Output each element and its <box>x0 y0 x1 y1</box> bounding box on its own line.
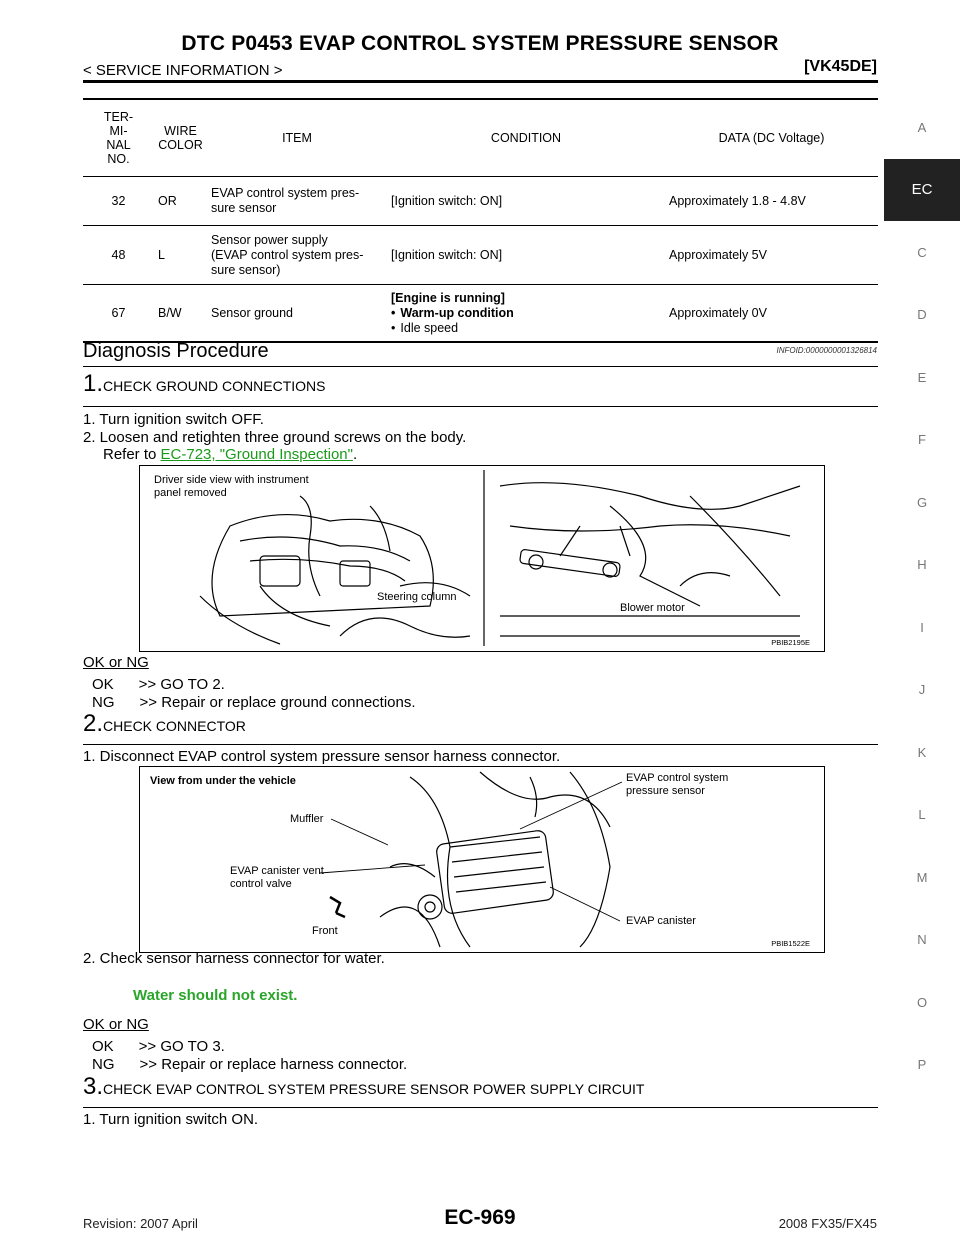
ok-result: OK >> GO TO 3. <box>92 1038 225 1055</box>
step-number: 3. <box>83 1073 104 1100</box>
cell-item: Sensor ground <box>207 285 387 343</box>
cell-condition-bullet: • Idle speed <box>391 321 661 336</box>
cell-condition: [Ignition switch: ON] <box>387 226 665 285</box>
side-tab-e[interactable]: E <box>917 369 927 385</box>
ng-result: NG >> Repair or replace harness connector. <box>92 1056 408 1073</box>
page-title: DTC P0453 EVAP CONTROL SYSTEM PRESSURE SENSOR <box>181 32 779 55</box>
figure-view-label: View from under the vehicle <box>150 775 296 787</box>
ng-result: NG >> Repair or replace ground connections. <box>92 694 416 711</box>
step-rule <box>83 1107 878 1108</box>
reference-prefix: Refer to <box>103 446 161 463</box>
cell-item <box>207 177 387 226</box>
evap-sensor-figure <box>139 766 825 953</box>
footer-model: 2008 FX35/FX45 <box>778 1216 877 1231</box>
cell-item <box>207 226 387 285</box>
cell-item-line: EVAP control system pres- <box>211 186 360 200</box>
spec-statement: Water should not exist. <box>133 987 298 1004</box>
section-rule <box>83 366 878 367</box>
step-1-reference <box>103 446 357 463</box>
label-blower-motor: Blower motor <box>620 602 685 614</box>
side-tab-h[interactable]: H <box>917 557 927 573</box>
cell-data: Approximately 0V <box>665 285 878 343</box>
cell-item-line: sure sensor) <box>211 262 281 277</box>
label-steering-column: Steering column <box>377 591 457 603</box>
header-terminal-line: MI- <box>109 124 128 138</box>
footer-page-number: EC-969 <box>444 1206 516 1229</box>
label-vent-valve <box>230 865 324 891</box>
header-item: ITEM <box>207 99 387 177</box>
side-tab-l[interactable]: L <box>918 807 926 823</box>
header-rule <box>83 80 878 83</box>
header-wire-line: WIRE <box>164 124 197 138</box>
cell-item-line: (EVAP control system pres- <box>211 247 364 262</box>
header-terminal <box>83 99 154 177</box>
step-title: CHECK GROUND CONNECTIONS <box>103 378 326 394</box>
cell-condition <box>387 285 665 343</box>
side-tab-m[interactable]: M <box>916 869 928 885</box>
cell-item-line: sure sensor <box>211 201 277 215</box>
step-1-instruction: 1. Turn ignition switch OFF. <box>83 411 264 428</box>
header-terminal-line: TER- <box>103 110 134 124</box>
side-index-tabs <box>884 96 960 1096</box>
footer-revision: Revision: 2007 April <box>83 1216 198 1231</box>
label-sensor-line: EVAP control system <box>626 772 729 784</box>
side-tab-c[interactable]: C <box>917 244 927 260</box>
cell-terminal: 67 <box>83 285 154 343</box>
ok-or-ng-label: OK or NG <box>83 1016 149 1033</box>
figure-caption-line: panel removed <box>154 487 227 499</box>
step-number: 1. <box>83 370 104 397</box>
cell-wire-color: L <box>154 226 207 285</box>
header-terminal-line: NO. <box>107 152 130 166</box>
header-wire-line: COLOR <box>158 138 203 152</box>
side-tab-k[interactable]: K <box>917 744 927 760</box>
side-tab-j[interactable]: J <box>918 682 926 698</box>
ok-or-ng-label: OK or NG <box>83 654 149 671</box>
side-tab-p[interactable]: P <box>917 1057 927 1073</box>
side-tab-i[interactable]: I <box>920 619 924 635</box>
terminal-data-table <box>83 98 878 343</box>
section-title: Diagnosis Procedure <box>83 340 269 362</box>
step-2-instruction: 2. Check sensor harness connector for water. <box>83 950 385 967</box>
ground-screws-figure <box>139 465 825 652</box>
side-tab-f[interactable]: F <box>918 432 926 448</box>
header-condition: CONDITION <box>387 99 665 177</box>
side-tab-a[interactable]: A <box>917 119 927 135</box>
info-id: INFOID:0000000001326814 <box>776 346 877 355</box>
reference-suffix: . <box>352 446 358 463</box>
side-tab-d[interactable]: D <box>917 307 927 323</box>
label-muffler: Muffler <box>290 813 324 825</box>
label-vent-line: control valve <box>230 878 292 890</box>
side-tab-n[interactable]: N <box>917 932 927 948</box>
figure-caption-line: Driver side view with instrument <box>154 474 309 486</box>
label-pressure-sensor <box>626 772 728 798</box>
step-3-heading <box>83 1073 644 1101</box>
step-1-instruction: 2. Loosen and retighten three ground screws on the body. <box>83 429 467 446</box>
side-tab-o[interactable]: O <box>916 994 928 1010</box>
side-tab-ec[interactable]: EC <box>884 159 960 222</box>
header-data: DATA (DC Voltage) <box>665 99 878 177</box>
section-label: < SERVICE INFORMATION > <box>83 62 283 79</box>
table-row <box>83 177 878 226</box>
ground-inspection-link[interactable]: EC-723, "Ground Inspection" <box>160 446 353 463</box>
step-title: CHECK CONNECTOR <box>103 718 246 734</box>
table-row <box>83 226 878 285</box>
table-row <box>83 285 878 343</box>
table-header-row <box>83 99 878 177</box>
step-rule <box>83 744 878 745</box>
cell-condition-title: [Engine is running] <box>391 290 505 305</box>
figure-code: PBIB1522E <box>771 939 810 948</box>
step-3-instruction: 1. Turn ignition switch ON. <box>83 1111 259 1128</box>
label-evap-canister: EVAP canister <box>626 915 696 927</box>
cell-condition-bullet: • Warm-up condition <box>391 306 661 321</box>
step-1-heading <box>83 370 325 398</box>
cell-wire-color: B/W <box>154 285 207 343</box>
figure-code: PBIB2195E <box>771 638 810 647</box>
cell-data: Approximately 5V <box>665 226 878 285</box>
engine-model: [VK45DE] <box>804 58 877 75</box>
step-rule <box>83 406 878 407</box>
cell-terminal: 48 <box>83 226 154 285</box>
header-terminal-line: NAL <box>106 138 131 152</box>
step-number: 2. <box>83 710 104 737</box>
step-2-instruction: 1. Disconnect EVAP control system pressure sensor harness connector. <box>83 748 561 765</box>
cell-wire-color: OR <box>154 177 207 226</box>
cell-terminal: 32 <box>83 177 154 226</box>
label-front: Front <box>312 925 338 937</box>
cell-data: Approximately 1.8 - 4.8V <box>665 177 878 226</box>
step-2-heading <box>83 710 246 738</box>
step-title: CHECK EVAP CONTROL SYSTEM PRESSURE SENSOR POWER SUPPLY CIRCUIT <box>103 1081 645 1097</box>
label-sensor-line: pressure sensor <box>626 785 705 797</box>
side-tab-g[interactable]: G <box>916 494 928 510</box>
figure-caption <box>154 474 309 500</box>
ok-result: OK >> GO TO 2. <box>92 676 225 693</box>
label-vent-line: EVAP canister vent <box>230 865 324 877</box>
cell-item-line: Sensor power supply <box>211 232 328 247</box>
cell-condition: [Ignition switch: ON] <box>387 177 665 226</box>
header-wire-color <box>154 99 207 177</box>
